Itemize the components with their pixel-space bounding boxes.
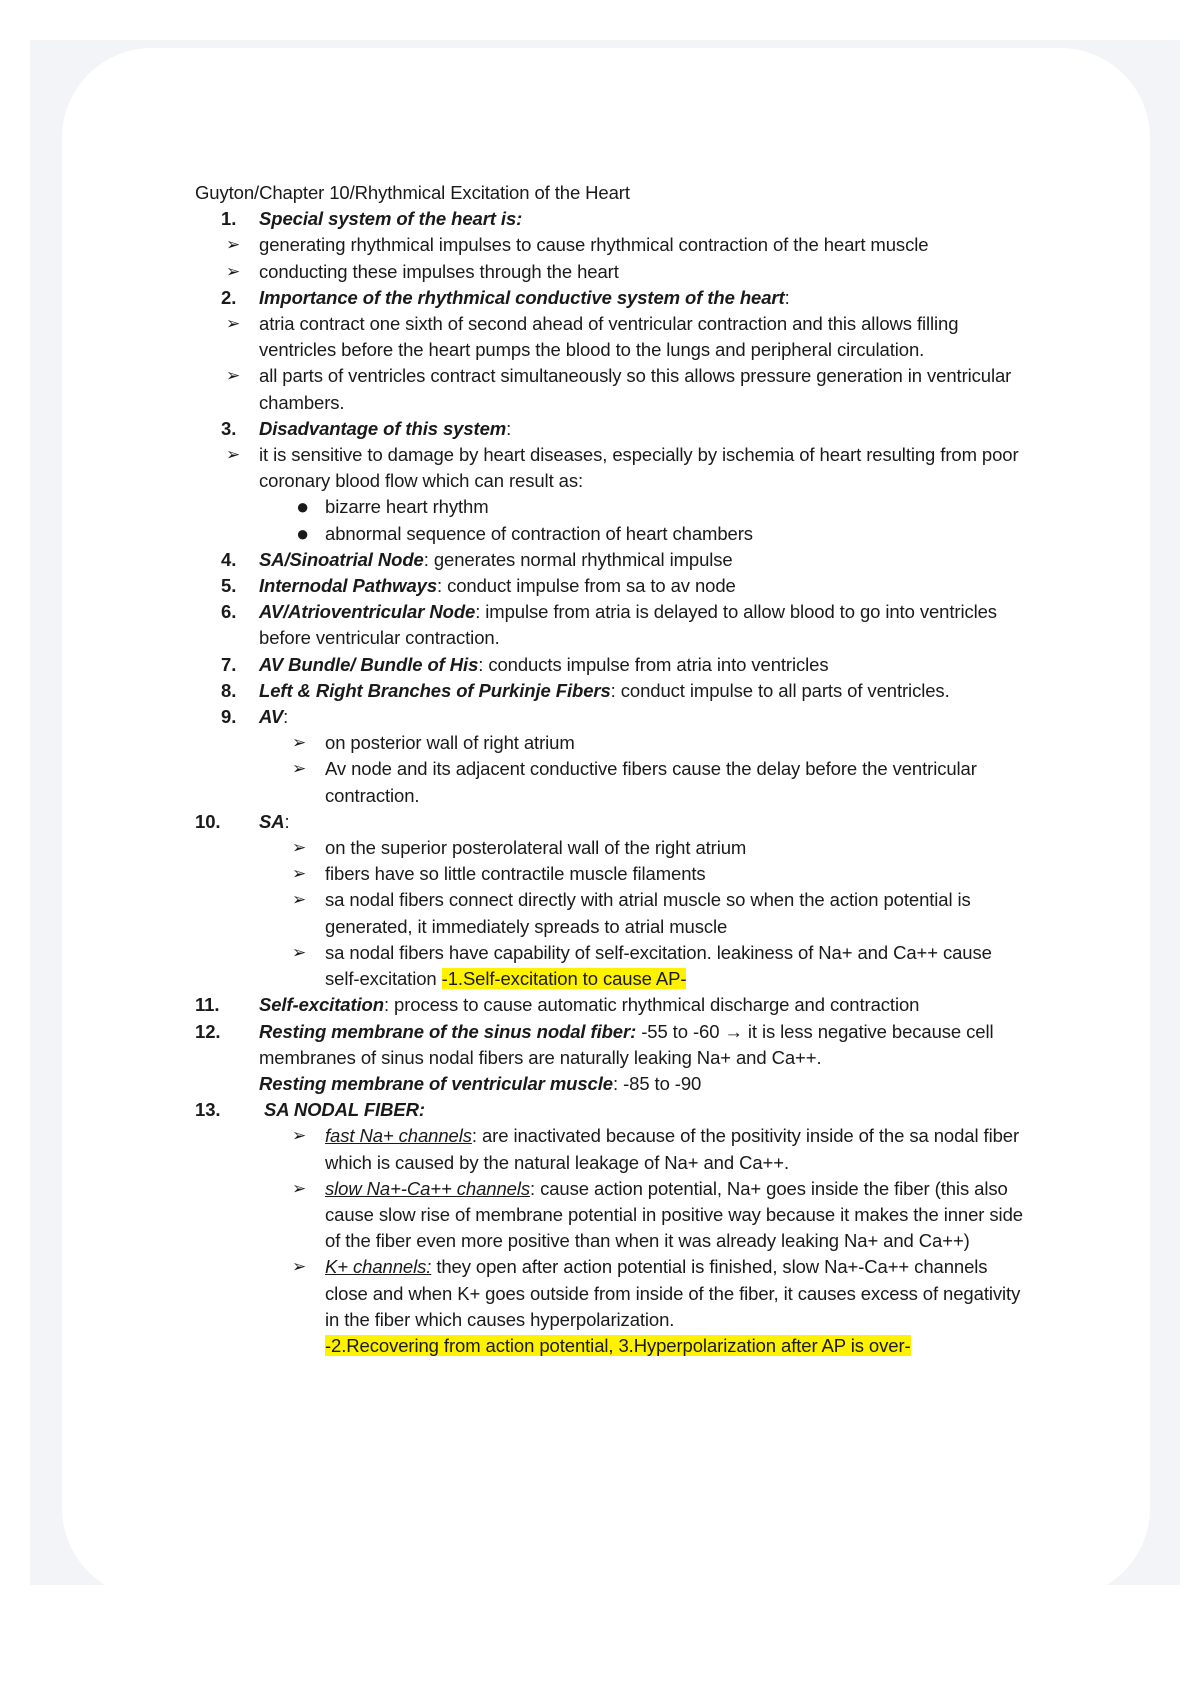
list-number: 13. [195,1099,221,1121]
list-item [195,494,1025,520]
list-item [195,442,1025,494]
item-text: : process to cause automatic rhythmical discharge and contraction [383,994,920,1016]
arrow-bullet-icon: ➢ [226,235,241,255]
highlighted-note: -2.Recovering from action potential, 3.Hyperpolarization after AP is over- [325,1334,911,1356]
dot-bullet-icon: ● [296,494,310,520]
section-4 [195,547,1025,573]
document-body [195,180,1025,1359]
item-text: sa nodal fibers have capability of self-excitation. leakiness of Na+ and Ca++ cause self-excitation [325,941,992,990]
section-label: Internodal Pathways [259,575,438,597]
section-label: Resting membrane of ventricular muscle [259,1072,613,1094]
arrow-bullet-icon: ➢ [226,445,241,465]
list-number: 10. [195,810,221,832]
section-1-heading: 1. Special system of the heart is: [195,206,1025,232]
arrow-bullet-icon: ➢ [292,1178,307,1198]
label-colon: : [283,706,289,728]
section-11 [195,992,1025,1018]
section-label: AV [259,706,284,728]
list-number: 5. [221,575,237,597]
arrow-bullet-icon: ➢ [292,890,307,910]
section-12 [195,1019,1025,1098]
list-number: 1. [221,208,237,230]
item-text: Av node and its adjacent conductive fibers cause the delay before the ventricular contraction. [325,758,977,806]
section-label: Importance of the rhythmical conductive system of the heart [259,286,785,308]
list-number: 3. [221,417,237,439]
list-item [195,259,1025,285]
section-label: Disadvantage of this system [259,417,507,439]
item-text: : conduct impulse from sa to av node [437,575,736,597]
list-number: 8. [221,679,237,701]
list-item [195,756,1025,808]
item-text: abnormal sequence of contraction of heart chambers [325,522,753,544]
section-label: Self-excitation [259,994,384,1016]
section-2-heading: 2. Importance of the rhythmical conductive system of the heart: [195,285,1025,311]
list-item [195,1254,1025,1359]
list-item [195,1123,1025,1175]
arrow-bullet-icon: ➢ [292,942,307,962]
list-item [195,232,1025,258]
underlined-term: slow Na+-Ca++ channels [325,1177,531,1199]
item-text: all parts of ventricles contract simultaneously so this allows pressure generation in ventricular chambers. [259,365,1012,413]
section-label: AV/Atrioventricular Node [259,601,476,623]
section-7 [195,652,1025,678]
item-text: -55 to -60 → it is less negative because cell membranes of sinus nodal fibers are naturally leaking Na+ and Ca++. [259,1020,994,1068]
list-item [195,835,1025,861]
item-text: it is sensitive to damage by heart diseases, especially by ischemia of heart resulting from poor coronary blood flow which can result as: [259,444,1019,492]
list-number: 9. [221,706,237,728]
section-label: SA/Sinoatrial Node [259,548,424,570]
list-number: 4. [221,548,237,570]
item-text: they open after action potential is finished, slow Na+-Ca++ channels close and when K+ goes outside from inside of the fiber, it causes excess of negativity in the fiber which causes hyperpolarization. [325,1256,1021,1330]
list-number: 12. [195,1020,221,1042]
underlined-term: fast Na+ channels [325,1125,472,1147]
section-8 [195,678,1025,704]
arrow-bullet-icon: ➢ [292,864,307,884]
list-number: 11. [195,994,220,1016]
list-item [195,730,1025,756]
item-text: : -85 to -90 [612,1072,702,1094]
arrow-bullet-icon: ➢ [292,1257,307,1277]
item-text: : cause action potential, Na+ goes inside the fiber (this also cause slow rise of membrane potential in positive way because it makes the inner side of the fiber even more positive than when it was already leaking Na+ and Ca++) [325,1177,1023,1252]
list-item [195,940,1025,992]
section-5 [195,573,1025,599]
list-item [195,1176,1025,1255]
list-number: 2. [221,286,237,308]
underlined-term: K+ channels: [325,1256,432,1278]
list-item [195,861,1025,887]
section-6 [195,599,1025,651]
item-text: : are inactivated because of the positivity inside of the sa nodal fiber which is caused by the natural leakage of Na+ and Ca++. [325,1125,1020,1173]
arrow-bullet-icon: ➢ [292,838,307,858]
section-3-heading: 3. Disadvantage of this system: [195,416,1025,442]
section-label: SA [259,810,285,832]
item-text: : impulse from atria is delayed to allow blood to go into ventricles before ventricular contraction. [259,601,997,649]
arrow-bullet-icon: ➢ [226,314,241,334]
list-number: 7. [221,653,237,675]
item-text: conducting these impulses through the heart [259,260,619,282]
item-text: fibers have so little contractile muscle filaments [325,863,706,885]
arrow-bullet-icon: ➢ [292,759,307,779]
section-10-heading [195,809,1025,835]
item-text: generating rhythmical impulses to cause rhythmical contraction of the heart muscle [259,234,929,256]
label-colon: : [284,810,290,832]
item-text: on the superior posterolateral wall of the right atrium [325,837,747,859]
arrow-bullet-icon: ➢ [226,366,241,386]
list-item [195,521,1025,547]
section-label: AV Bundle/ Bundle of His [259,653,479,675]
item-text: : conducts impulse from atria into ventricles [478,653,829,675]
list-item [195,311,1025,363]
section-label: Special system of the heart is [259,208,517,230]
list-item [195,887,1025,939]
document-title: Guyton/Chapter 10/Rhythmical Excitation of the Heart [195,182,630,203]
arrow-bullet-icon: ➢ [292,733,307,753]
arrow-bullet-icon: ➢ [292,1126,307,1146]
section-13-heading [195,1097,1025,1123]
section-label: SA NODAL FIBER: [264,1099,425,1121]
section-9-heading [195,704,1025,730]
list-number: 6. [221,601,237,623]
item-text: sa nodal fibers connect directly with atrial muscle so when the action potential is generated, it immediately spreads to atrial muscle [325,889,971,937]
item-text: bizarre heart rhythm [325,496,489,518]
item-text: on posterior wall of right atrium [325,732,575,754]
item-text: : conduct impulse to all parts of ventricles. [610,679,950,701]
item-text: : generates normal rhythmical impulse [423,548,733,570]
highlighted-note: -1.Self-excitation to cause AP- [441,968,687,990]
section-label: Left & Right Branches of Purkinje Fibers [259,679,611,701]
arrow-bullet-icon: ➢ [226,261,241,281]
dot-bullet-icon: ● [296,520,310,546]
section-label: Resting membrane of the sinus nodal fiber: [259,1020,637,1042]
list-item [195,363,1025,415]
item-text: atria contract one sixth of second ahead of ventricular contraction and this allows filling ventricles before the heart pumps the blood to the lungs and peripheral circulation. [259,313,959,361]
